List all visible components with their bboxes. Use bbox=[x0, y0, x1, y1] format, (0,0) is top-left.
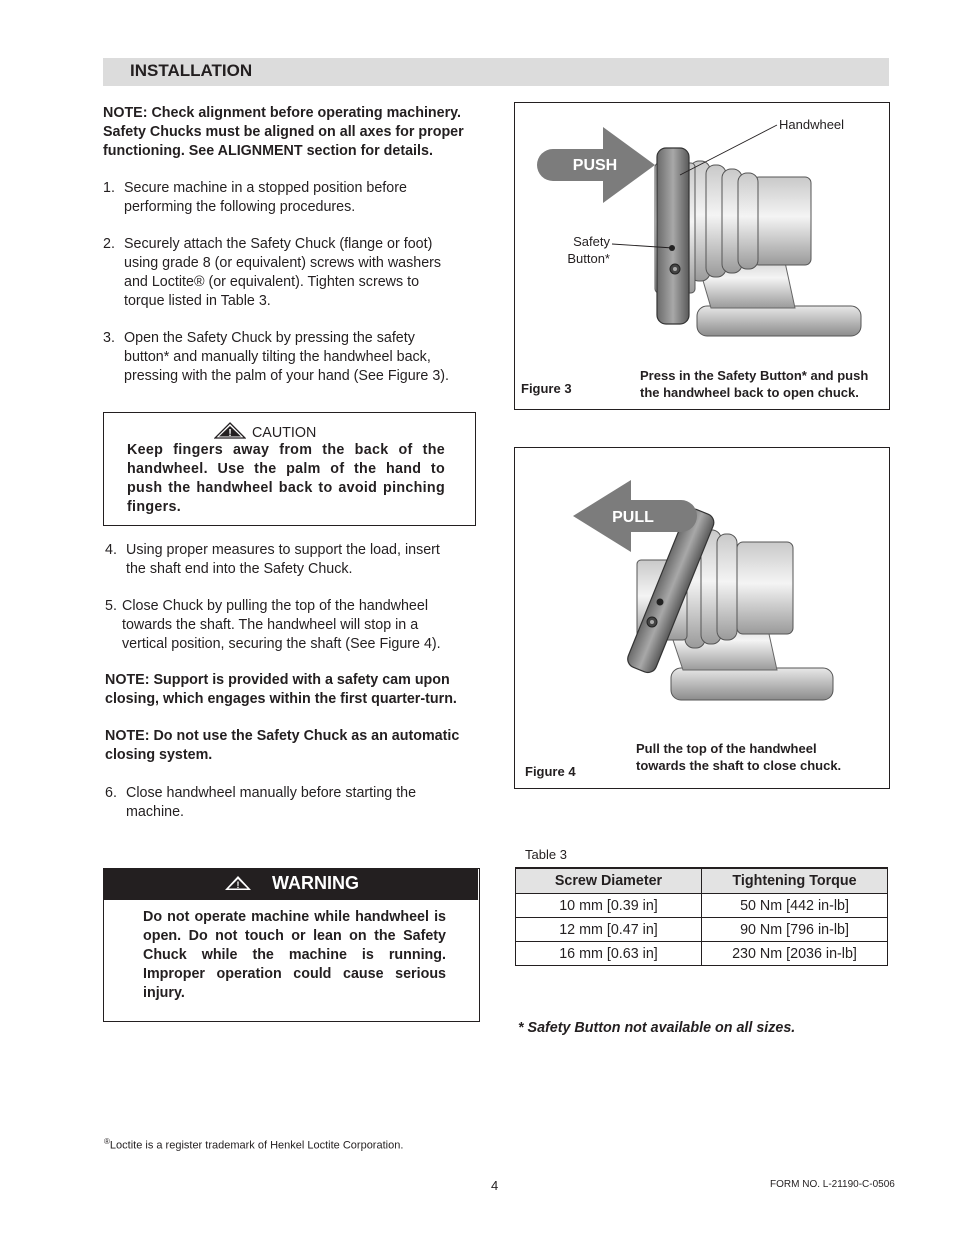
figure-4-label: Figure 4 bbox=[525, 764, 576, 779]
figure-4-base bbox=[671, 668, 833, 700]
warning-triangle-icon bbox=[224, 875, 252, 891]
section-title: INSTALLATION bbox=[130, 61, 253, 80]
step-line: Using proper measures to support the load, insert bbox=[126, 542, 440, 558]
table-header-row bbox=[516, 868, 888, 894]
step-line: performing the following procedures. bbox=[124, 199, 356, 215]
figure-3-caption bbox=[640, 367, 868, 401]
table-cell: 10 mm [0.39 in] bbox=[516, 894, 702, 918]
safety-button-footnote: * Safety Button not available on all sizes. bbox=[518, 1020, 796, 1036]
pull-label: PULL bbox=[612, 509, 654, 526]
trademark-note bbox=[104, 1137, 403, 1152]
step-line: Securely attach the Safety Chuck (flange or foot) bbox=[124, 236, 433, 252]
caution-heading bbox=[214, 422, 316, 443]
table-cell: 230 Nm [2036 in-lb] bbox=[702, 942, 888, 966]
registered-mark: ® bbox=[104, 1137, 110, 1146]
note-alignment: NOTE: Check alignment before operating machinery. Safety Chucks must be aligned on all axes for proper functioning. See ALIGNMENT section for details. bbox=[103, 105, 464, 159]
svg-text:!: ! bbox=[228, 428, 232, 439]
step-number: 5. bbox=[105, 598, 117, 614]
table-cell: 90 Nm [796 in-lb] bbox=[702, 918, 888, 942]
step-line: machine. bbox=[126, 804, 185, 820]
step-number: 1. bbox=[103, 180, 115, 196]
caption-line: Pull the top of the handwheel bbox=[636, 741, 817, 756]
push-label: PUSH bbox=[572, 157, 618, 174]
column-header-tightening-torque: Tightening Torque bbox=[702, 868, 888, 894]
step-line: torque listed in Table 3. bbox=[124, 293, 271, 309]
step-line: Close handwheel manually before starting the bbox=[126, 785, 417, 801]
step-line: the shaft end into the Safety Chuck. bbox=[126, 561, 353, 577]
column-header-screw-diameter: Screw Diameter bbox=[516, 868, 702, 894]
caption-line: towards the shaft to close chuck. bbox=[636, 758, 842, 773]
caution-triangle-icon bbox=[214, 422, 246, 439]
figure-4-caption bbox=[636, 740, 841, 774]
step-line: Close Chuck by pulling the top of the handwheel bbox=[122, 598, 428, 614]
figure-3-base bbox=[697, 306, 861, 336]
step-line: Open the Safety Chuck by pressing the safety bbox=[124, 330, 415, 346]
warning-title: WARNING bbox=[272, 873, 359, 893]
step-number: 2. bbox=[103, 236, 115, 252]
figure-4-illustration bbox=[515, 448, 888, 787]
caution-title: CAUTION bbox=[251, 425, 317, 441]
warning-text: Do not operate machine while handwheel is open. Do not touch or lean on the Safety Chuck while the machine is running. Improper operation could cause serious injury. bbox=[143, 909, 446, 1001]
svg-text:!: ! bbox=[236, 880, 240, 890]
callout-safety-line: Button* bbox=[567, 251, 610, 266]
step-line: pressing with the palm of your hand (See Figure 3). bbox=[124, 368, 450, 384]
form-number: FORM NO. L-21190-C-0506 bbox=[770, 1179, 895, 1190]
table-3-label: Table 3 bbox=[525, 847, 567, 862]
callout-safety-line: Safety bbox=[573, 234, 610, 249]
table-row bbox=[516, 942, 888, 966]
callout-safety-button bbox=[558, 233, 610, 267]
page-number: 4 bbox=[491, 1178, 499, 1193]
step-line: using grade 8 (or equivalent) screws with washers bbox=[124, 255, 442, 271]
step-number: 4. bbox=[105, 542, 117, 558]
step-line: Secure machine in a stopped position before bbox=[124, 180, 407, 196]
table-cell: 50 Nm [442 in-lb] bbox=[702, 894, 888, 918]
step-line: button* and manually tilting the handwheel back, bbox=[124, 349, 431, 365]
step-line: towards the shaft. The handwheel will stop in a bbox=[122, 617, 419, 633]
caption-line: the handwheel back to open chuck. bbox=[640, 385, 859, 400]
caption-line: Press in the Safety Button* and push bbox=[640, 368, 869, 383]
callout-handwheel: Handwheel bbox=[779, 117, 845, 132]
torque-table bbox=[515, 867, 888, 966]
figure-3-label: Figure 3 bbox=[521, 381, 572, 396]
table-row bbox=[516, 894, 888, 918]
step-line: vertical position, securing the shaft (See Figure 4). bbox=[122, 636, 441, 652]
note-automatic-closing: NOTE: Do not use the Safety Chuck as an automatic closing system. bbox=[105, 728, 460, 763]
step-line: and Loctite® (or equivalent). Tighten screws to bbox=[124, 274, 420, 290]
figure-3-handwheel bbox=[657, 148, 689, 324]
trademark-text: Loctite is a register trademark of Henkel Loctite Corporation. bbox=[109, 1139, 404, 1152]
table-row bbox=[516, 918, 888, 942]
note-safety-cam: NOTE: Support is provided with a safety cam upon closing, which engages within the first quarter-turn. bbox=[105, 672, 457, 707]
step-number: 3. bbox=[103, 330, 115, 346]
caution-text: Keep fingers away from the back of the handwheel. Use the palm of the hand to push the handwheel back to avoid pinching fingers. bbox=[127, 442, 445, 515]
step-number: 6. bbox=[105, 785, 117, 801]
table-cell: 16 mm [0.63 in] bbox=[516, 942, 702, 966]
table-cell: 12 mm [0.47 in] bbox=[516, 918, 702, 942]
